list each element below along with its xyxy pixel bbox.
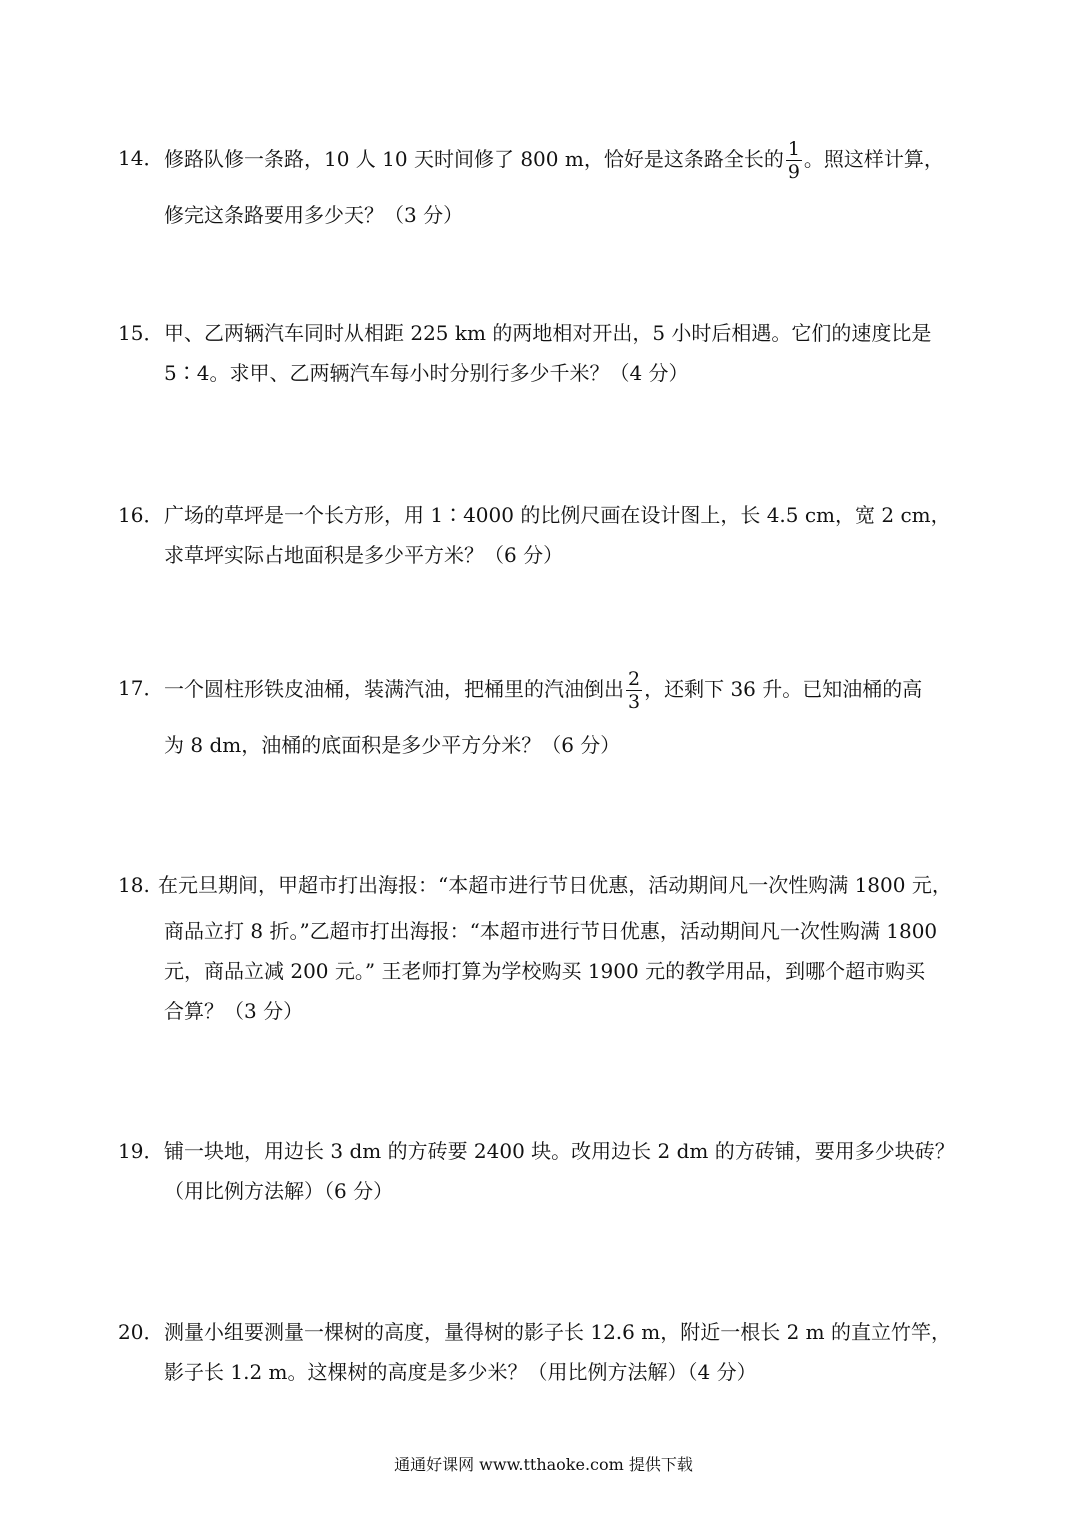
question-number: 14． (118, 146, 164, 170)
question-number: 15． (118, 321, 164, 345)
question-17 (118, 668, 998, 765)
fraction-numerator: 1 (787, 138, 800, 160)
question-line: 求草坪实际占地面积是多少平方米？（6 分） (164, 543, 564, 567)
question-number: 17． (118, 676, 164, 700)
question-line: 铺一块地，用边长 3 dm 的方砖要 2400 块。改用边长 2 dm 的方砖铺，要用多少块砖？ (164, 1139, 955, 1163)
question-line: 合算？（3 分） (164, 999, 304, 1023)
question-number: 19． (118, 1139, 164, 1163)
question-line: 5∶4。求甲、乙两辆汽车每小时分别行多少千米？（4 分） (164, 361, 689, 385)
question-line: 广场的草坪是一个长方形，用 1∶4000 的比例尺画在设计图上，长 4.5 cm，宽 2 cm， (164, 503, 951, 527)
question-20 (118, 1312, 998, 1392)
question-line: 测量小组要测量一棵树的高度，量得树的影子长 12.6 m，附近一根长 2 m 的直立竹竿， (164, 1320, 951, 1344)
question-16 (118, 495, 998, 575)
question-line: 修完这条路要用多少天？（3 分） (164, 203, 464, 227)
question-19 (118, 1131, 998, 1211)
question-line: （用比例方法解）（6 分） (164, 1179, 394, 1203)
question-line: 在元旦期间，甲超市打出海报：“本超市进行节日优惠，活动期间凡一次性购满 1800 元， (158, 873, 952, 897)
question-14 (118, 138, 998, 235)
page-footer: 通通好课网 www.tthaoke.com 提供下载 (394, 1455, 693, 1474)
question-line: 为 8 dm，油桶的底面积是多少平方分米？（6 分） (164, 733, 621, 757)
question-number: 20． (118, 1320, 164, 1344)
fraction (626, 668, 642, 713)
question-line: 影子长 1.2 m。这棵树的高度是多少米？（用比例方法解）（4 分） (164, 1360, 757, 1384)
question-line: 一个圆柱形铁皮油桶，装满汽油，把桶里的汽油倒出 $\frac{2}{3}$ ，还剩下 36 升。已知油桶的高 (164, 668, 923, 713)
question-18 (118, 865, 998, 1031)
fraction-numerator: 2 (628, 668, 641, 690)
question-line: 元，商品立减 200 元。” 王老师打算为学校购买 1900 元的教学用品，到哪个超市购买 (164, 959, 926, 983)
question-number: 18. (118, 873, 150, 897)
fraction (786, 138, 802, 183)
question-line: 甲、乙两辆汽车同时从相距 225 km 的两地相对开出，5 小时后相遇。它们的速度比是 (164, 321, 932, 345)
fraction-denominator: 9 (787, 161, 800, 183)
fraction-denominator: 3 (628, 691, 641, 713)
question-line: 修路队修一条路，10 人 10 天时间修了 800 m，恰好是这条路全长的 $\frac{1}{9}$ 。照这样计算， (164, 138, 944, 183)
question-line: 商品立打 8 折。”乙超市打出海报：“本超市进行节日优惠，活动期间凡一次性购满 1800 (164, 919, 938, 943)
question-number: 16． (118, 503, 164, 527)
question-15 (118, 313, 998, 393)
